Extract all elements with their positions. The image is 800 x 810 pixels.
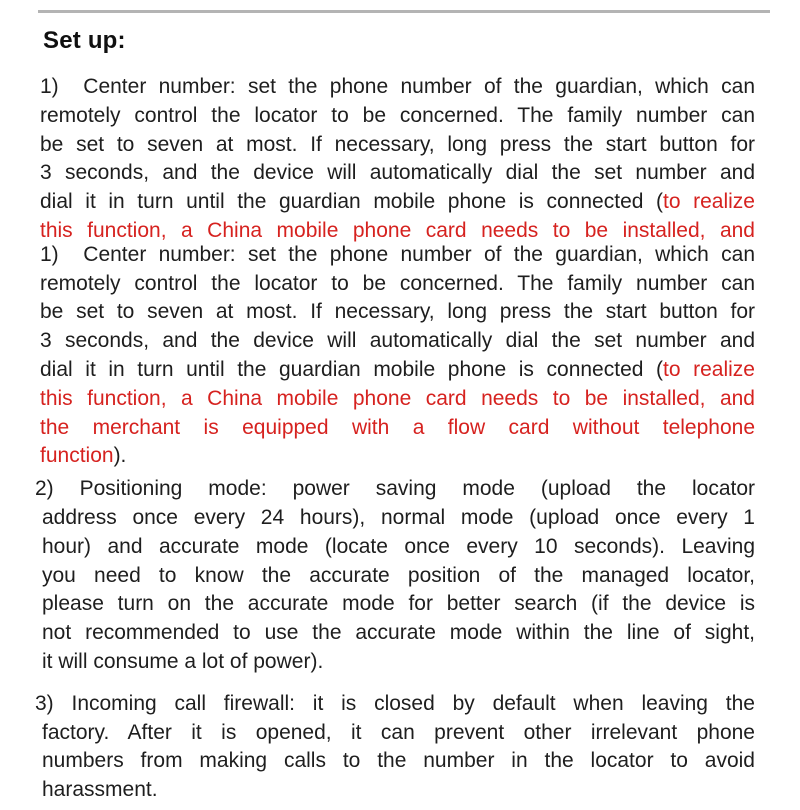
text-segment: numbers from making calls to the number in the locator to avoid (42, 749, 755, 773)
text-segment: harassment. (42, 778, 158, 802)
text-segment: you need to know the accurate position of the managed locator, (42, 563, 755, 587)
text-line (42, 719, 755, 748)
text-line (40, 159, 755, 188)
text-line (35, 690, 755, 719)
top-divider (38, 10, 770, 13)
text-line (40, 356, 755, 385)
text-segment: 2) Positioning mode: power saving mode (upload the locator (35, 477, 755, 501)
red-text-segment: the merchant is equipped with a flow card without telephone (40, 415, 755, 439)
text-segment: factory. After it is opened, it can prevent other irrelevant phone (42, 720, 755, 744)
text-segment: dial it in turn until the guardian mobile phone is connected ( (40, 190, 664, 214)
text-segment: remotely control the locator to be concerned. The family number can (40, 103, 755, 127)
center-number-paragraph (35, 73, 755, 246)
text-line (42, 747, 755, 776)
text-line (40, 442, 755, 471)
text-line (40, 385, 755, 414)
text-line (40, 270, 755, 299)
text-line (40, 298, 755, 327)
text-segment: hour) and accurate mode (locate once every 10 seconds). Leaving (42, 534, 755, 558)
text-line (40, 131, 755, 160)
text-line (42, 533, 755, 562)
red-text-segment: to realize (663, 190, 755, 214)
text-line (42, 590, 755, 619)
text-line (40, 188, 755, 217)
text-segment: 3 seconds, and the device will automatically dial the set number and (40, 329, 755, 353)
text-segment: remotely control the locator to be concerned. The family number can (40, 271, 755, 295)
document-body (35, 73, 755, 805)
text-segment: address once every 24 hours), normal mode (upload once every 1 (42, 505, 755, 529)
text-line (42, 776, 755, 805)
red-text-segment: function (40, 444, 114, 468)
text-line (40, 73, 755, 102)
positioning-mode-paragraph (35, 475, 755, 677)
text-line (42, 619, 755, 648)
text-line (42, 562, 755, 591)
text-segment: not recommended to use the accurate mode within the line of sight, (42, 621, 755, 645)
text-segment: dial it in turn until the guardian mobile phone is connected ( (40, 357, 664, 381)
text-line (40, 102, 755, 131)
text-line (35, 475, 755, 504)
text-segment: 1) Center number: set the phone number of the guardian, which can (40, 242, 755, 266)
text-segment: be set to seven at most. If necessary, long press the start button for (40, 132, 755, 156)
red-text-segment: to realize (663, 357, 755, 381)
text-line (42, 504, 755, 533)
text-line (40, 241, 755, 270)
text-segment: please turn on the accurate mode for better search (if the device is (42, 592, 755, 616)
text-line (40, 414, 755, 443)
red-text-segment: this function, a China mobile phone card needs to be installed, and (40, 218, 755, 242)
text-segment: be set to seven at most. If necessary, long press the start button for (40, 300, 755, 324)
text-segment: 3 seconds, and the device will automatically dial the set number and (40, 161, 755, 185)
text-line (42, 648, 755, 677)
manual-page (0, 10, 800, 810)
text-segment: it will consume a lot of power). (42, 649, 324, 673)
text-line (40, 327, 755, 356)
red-text-segment: this function, a China mobile phone card needs to be installed, and (40, 386, 755, 410)
text-segment: ). (113, 444, 127, 468)
text-segment: 1) Center number: set the phone number of the guardian, which can (40, 75, 755, 98)
incoming-call-firewall-paragraph (35, 690, 755, 805)
text-segment: 3) Incoming call firewall: it is closed by default when leaving the (35, 691, 755, 715)
center-number-paragraph-repeat (35, 241, 755, 471)
page-title: Set up: (43, 27, 126, 54)
